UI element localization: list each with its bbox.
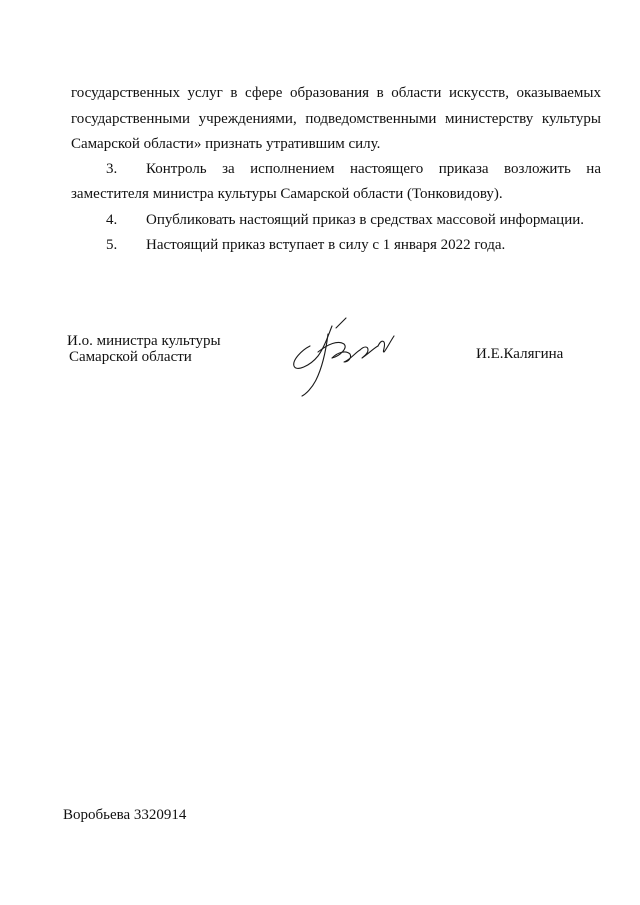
paragraph-line: Самарской области» признать утратившим силу. — [71, 136, 381, 152]
item-text: Контроль за исполнением настоящего приказа возложить на — [146, 161, 601, 177]
signer-position: И.о. министра культуры — [67, 333, 221, 349]
executor-info: Воробьева 3320914 — [63, 807, 187, 823]
signer-name: И.Е.Калягина — [476, 346, 564, 362]
item-number: 5. — [106, 237, 118, 253]
signer-organization: Самарской области — [69, 349, 192, 365]
item-text: заместителя министра культуры Самарской области (Тонковидову). — [71, 186, 503, 202]
paragraph-line: государственными учреждениями, подведомственными министерству культуры — [71, 111, 601, 127]
item-number: 3. — [106, 161, 118, 177]
item-number: 4. — [106, 212, 118, 228]
paragraph-line: государственных услуг в сфере образования в области искусств, оказываемых — [71, 85, 601, 101]
handwritten-signature — [288, 316, 400, 400]
item-text: Опубликовать настоящий приказ в средствах массовой информации. — [146, 212, 585, 228]
item-text: Настоящий приказ вступает в силу с 1 января 2022 года. — [146, 237, 506, 253]
